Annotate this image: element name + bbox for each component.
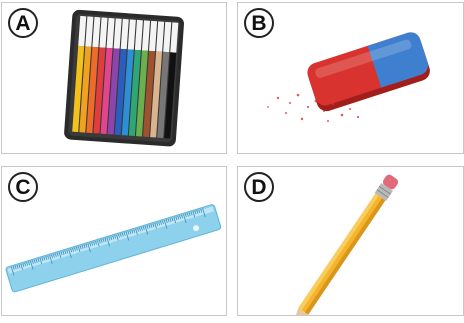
option-a-badge: A bbox=[8, 8, 38, 38]
option-d-card[interactable] bbox=[237, 166, 464, 316]
option-d-badge: D bbox=[244, 172, 274, 202]
option-b-card[interactable] bbox=[237, 2, 464, 154]
option-c-badge: C bbox=[8, 172, 38, 202]
option-c-card[interactable] bbox=[1, 166, 227, 316]
option-b-badge: B bbox=[244, 8, 274, 38]
option-a-card[interactable] bbox=[1, 2, 227, 154]
